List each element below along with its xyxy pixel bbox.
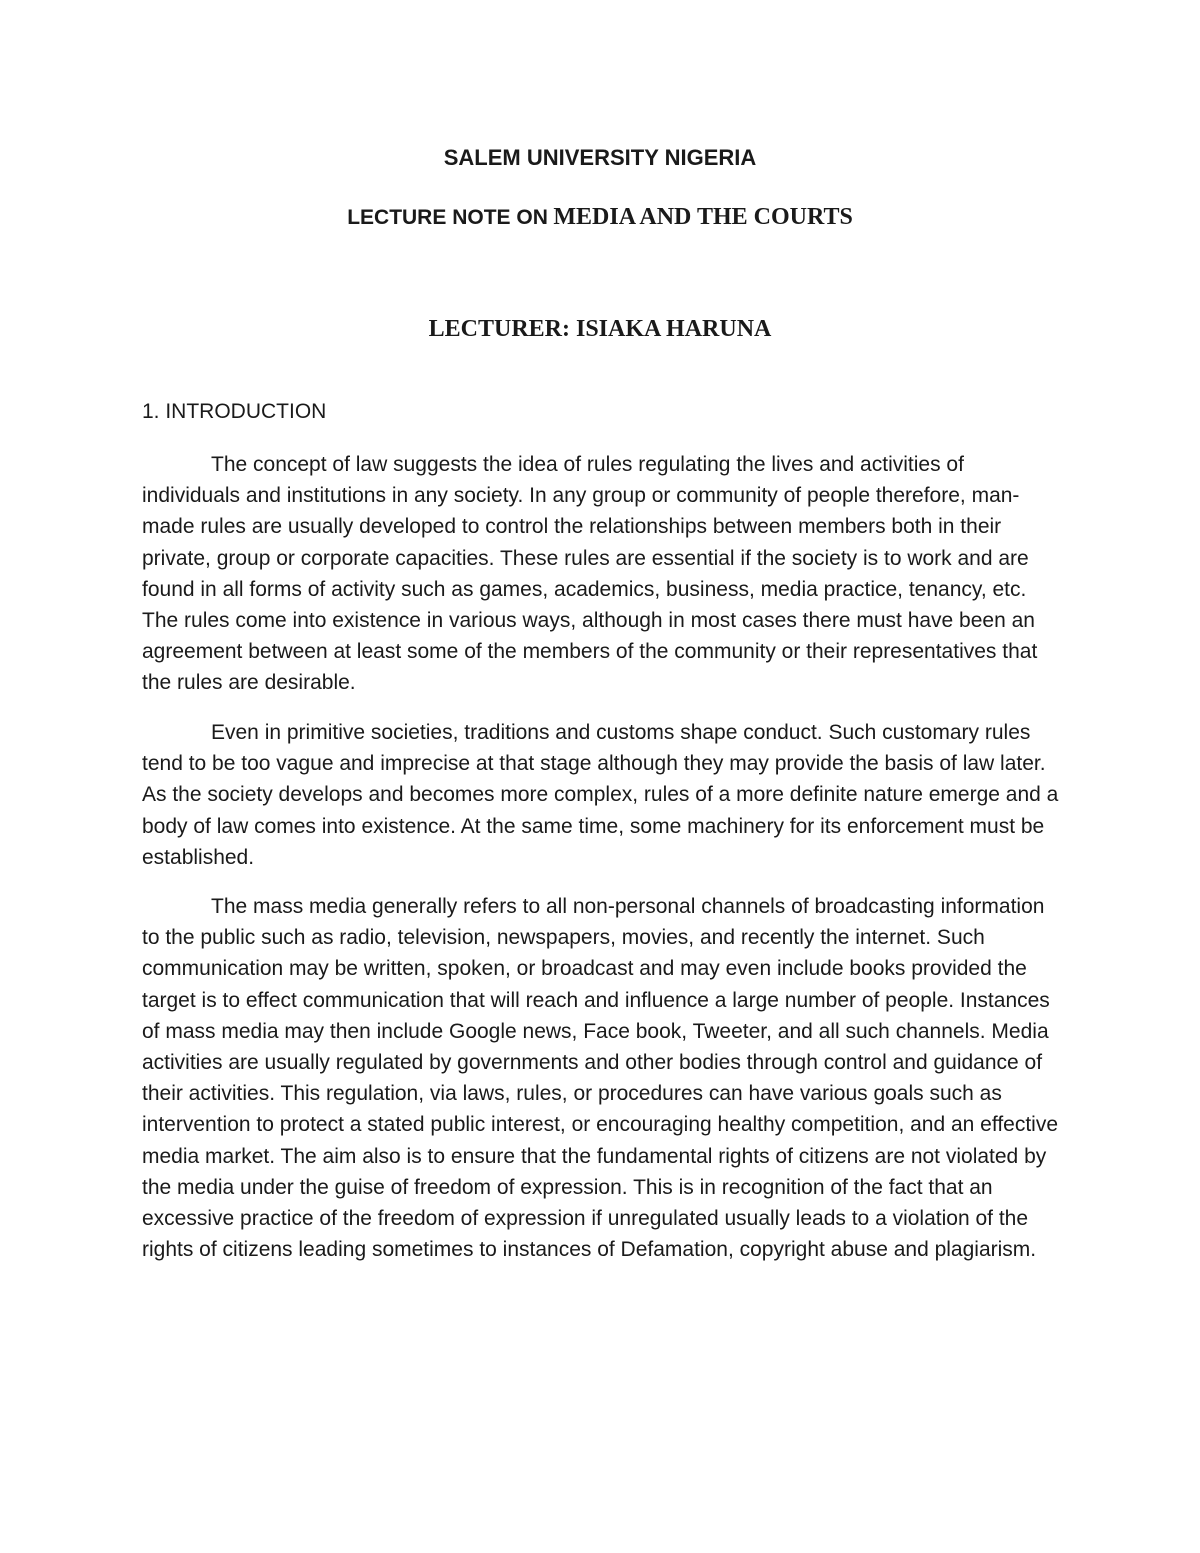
paragraph-2: Even in primitive societies, traditions and customs shape conduct. Such customary rules tend to be too vague and imprecise at that stage although they may provide the basis of law later. As the society develops and becomes more complex, rules of a more definite nature emerge and a body of law comes into existence. At the same time, some machinery for its enforcement must be established. bbox=[142, 721, 1059, 869]
university-title: SALEM UNIVERSITY NIGERIA bbox=[443, 145, 757, 170]
lecture-note-title-prefix: LECTURE NOTE ON bbox=[347, 206, 548, 229]
paragraph-3: The mass media generally refers to all non-personal channels of broadcasting information to the public such as radio, television, newspapers, movies, and recently the internet. Such communication may be written, spoken, or broadcast and may even include books provided the target is to effect communication that will reach and influence a large number of people. Instances of mass media may then include Google news, Face book, Tweeter, and all such channels. Media activities are usually regulated by governments and other bodies through control and guidance of their activities. This regulation, via laws, rules, or procedures can have various goals such as intervention to protect a stated public interest, or encouraging healthy competition, and an effective media market. The aim also is to ensure that the fundamental rights of citizens are not violated by the media under the guise of freedom of expression. This is in recognition of the fact that an excessive practice of the freedom of expression if unregulated usually leads to a violation of the rights of citizens leading sometimes to instances of Defamation, copyright abuse and plagiarism. bbox=[142, 895, 1059, 1262]
section-heading-introduction: 1. INTRODUCTION bbox=[142, 400, 327, 423]
lecturer-name: LECTURER: ISIAKA HARUNA bbox=[428, 316, 772, 342]
paragraph-1: The concept of law suggests the idea of rules regulating the lives and activities of individuals and institutions in any society. In any group or community of people therefore, man-made rules are usually developed to control the relationships between members both in their private, group or corporate capacities. These rules are essential if the society is to work and are found in all forms of activity such as games, academics, business, media practice, tenancy, etc. The rules come into existence in various ways, although in most cases there must have been an agreement between at least some of the members of the community or their representatives that the rules are desirable. bbox=[142, 453, 1038, 695]
lecture-note-title bbox=[0, 204, 1200, 231]
lecture-note-title-subject: MEDIA AND THE COURTS bbox=[553, 204, 853, 230]
